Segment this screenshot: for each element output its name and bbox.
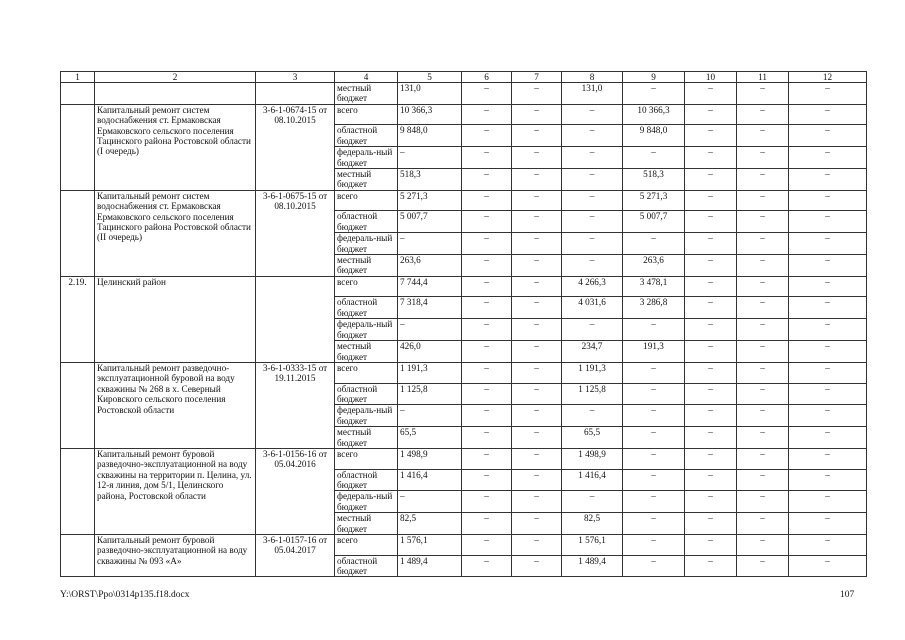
amount-cell: – bbox=[789, 147, 867, 169]
document-number: 3-6-1-0674-15 от 08.10.2015 bbox=[256, 104, 335, 190]
amount-cell: – bbox=[462, 255, 512, 277]
funding-source: всего bbox=[335, 104, 398, 125]
amount-cell: 1 191,3 bbox=[398, 362, 462, 383]
amount-cell: 263,6 bbox=[398, 255, 462, 277]
amount-cell: – bbox=[737, 297, 789, 319]
amount-cell: 7 744,4 bbox=[398, 276, 462, 297]
amount-cell: – bbox=[737, 362, 789, 383]
object-name: Капитальный ремонт разведочно-эксплуатационной буровой на воду скважины № 268 в х. Северный Кировского сельского поселения Ростовской области bbox=[95, 362, 256, 448]
amount-cell: – bbox=[789, 190, 867, 211]
amount-cell: – bbox=[512, 491, 562, 513]
document-number: 3-6-1-0156-16 от 05.04.2016 bbox=[256, 448, 335, 534]
amount-cell: – bbox=[789, 469, 867, 491]
amount-cell: – bbox=[685, 211, 737, 233]
amount-cell: – bbox=[512, 362, 562, 383]
amount-cell: – bbox=[462, 233, 512, 255]
funding-source: федераль-ный бюджет bbox=[335, 233, 398, 255]
object-name: Капитальный ремонт систем водоснабжения ст. Ермаковская Ермаковского сельского поселения Тацинского района Ростовской области (I очередь) bbox=[95, 104, 256, 190]
amount-cell: – bbox=[462, 319, 512, 341]
amount-cell: 1 498,9 bbox=[562, 448, 623, 469]
amount-cell: – bbox=[789, 125, 867, 147]
amount-cell: 1 576,1 bbox=[398, 534, 462, 555]
amount-cell: – bbox=[512, 341, 562, 363]
amount-cell: – bbox=[512, 276, 562, 297]
amount-cell: – bbox=[737, 255, 789, 277]
column-header: 5 bbox=[398, 72, 462, 83]
funding-source: областной бюджет bbox=[335, 297, 398, 319]
amount-cell: – bbox=[737, 125, 789, 147]
amount-cell: – bbox=[685, 104, 737, 125]
amount-cell: – bbox=[623, 233, 685, 255]
amount-cell: – bbox=[737, 233, 789, 255]
amount-cell: – bbox=[398, 233, 462, 255]
amount-cell: – bbox=[512, 405, 562, 427]
amount-cell: 5 271,3 bbox=[398, 190, 462, 211]
amount-cell: – bbox=[789, 104, 867, 125]
amount-cell: – bbox=[562, 233, 623, 255]
table-row bbox=[61, 448, 867, 469]
funding-source: областной бюджет bbox=[335, 125, 398, 147]
amount-cell: – bbox=[789, 513, 867, 535]
amount-cell: – bbox=[685, 427, 737, 449]
row-number bbox=[61, 362, 95, 448]
column-header: 3 bbox=[256, 72, 335, 83]
amount-cell: – bbox=[789, 383, 867, 405]
document-number bbox=[256, 276, 335, 362]
amount-cell: – bbox=[789, 297, 867, 319]
amount-cell: – bbox=[789, 448, 867, 469]
amount-cell: 65,5 bbox=[398, 427, 462, 449]
amount-cell: 4 266,3 bbox=[562, 276, 623, 297]
amount-cell: – bbox=[685, 169, 737, 191]
amount-cell: 1 125,8 bbox=[398, 383, 462, 405]
document-number: 3-6-1-0157-16 от 05.04.2017 bbox=[256, 534, 335, 576]
funding-source: областной бюджет bbox=[335, 469, 398, 491]
column-header: 11 bbox=[737, 72, 789, 83]
amount-cell: 1 191,3 bbox=[562, 362, 623, 383]
amount-cell: – bbox=[462, 341, 512, 363]
amount-cell: 518,3 bbox=[623, 169, 685, 191]
amount-cell: – bbox=[512, 147, 562, 169]
column-header: 8 bbox=[562, 72, 623, 83]
amount-cell: – bbox=[789, 555, 867, 577]
funding-source: федераль-ный бюджет bbox=[335, 319, 398, 341]
funding-source: местный бюджет bbox=[335, 341, 398, 363]
amount-cell: – bbox=[512, 233, 562, 255]
funding-source: местный бюджет bbox=[335, 169, 398, 191]
amount-cell: – bbox=[512, 427, 562, 449]
column-header: 12 bbox=[789, 72, 867, 83]
table-cell: – bbox=[623, 83, 685, 105]
object-name: Капитальный ремонт буровой разведочно-эксплуатационной на воду скважины на территории п. Целина, ул. 12-я линия, дом 5/1, Целинского района, Ростовской области bbox=[95, 448, 256, 534]
amount-cell: – bbox=[462, 491, 512, 513]
amount-cell: – bbox=[462, 405, 512, 427]
amount-cell: – bbox=[623, 319, 685, 341]
column-header: 7 bbox=[512, 72, 562, 83]
amount-cell: – bbox=[512, 125, 562, 147]
amount-cell: – bbox=[737, 448, 789, 469]
table-cell: 131,0 bbox=[562, 83, 623, 105]
amount-cell: – bbox=[398, 491, 462, 513]
header-row bbox=[61, 72, 867, 83]
amount-cell: – bbox=[789, 362, 867, 383]
amount-cell: – bbox=[623, 555, 685, 577]
amount-cell: – bbox=[562, 190, 623, 211]
amount-cell: – bbox=[562, 125, 623, 147]
amount-cell: – bbox=[562, 255, 623, 277]
amount-cell: – bbox=[685, 233, 737, 255]
amount-cell: 4 031,6 bbox=[562, 297, 623, 319]
amount-cell: – bbox=[789, 319, 867, 341]
amount-cell: – bbox=[462, 211, 512, 233]
amount-cell: – bbox=[512, 190, 562, 211]
amount-cell: – bbox=[685, 383, 737, 405]
amount-cell: – bbox=[789, 211, 867, 233]
amount-cell: – bbox=[737, 104, 789, 125]
amount-cell: – bbox=[737, 319, 789, 341]
column-header: 1 bbox=[61, 72, 95, 83]
amount-cell: 10 366,3 bbox=[398, 104, 462, 125]
row-number bbox=[61, 448, 95, 534]
amount-cell: – bbox=[512, 383, 562, 405]
budget-table bbox=[60, 71, 867, 577]
amount-cell: – bbox=[562, 104, 623, 125]
object-name: Капитальный ремонт систем водоснабжения ст. Ермаковская Ермаковского сельского поселения Тацинского района Ростовской области (II очередь) bbox=[95, 190, 256, 276]
amount-cell: 9 848,0 bbox=[398, 125, 462, 147]
amount-cell: – bbox=[623, 534, 685, 555]
amount-cell: – bbox=[462, 362, 512, 383]
table-cell: местный бюджет bbox=[335, 83, 398, 105]
table-row bbox=[61, 104, 867, 125]
object-name: Целинский район bbox=[95, 276, 256, 362]
funding-source: областной бюджет bbox=[335, 211, 398, 233]
table-body bbox=[61, 72, 867, 577]
amount-cell: – bbox=[623, 383, 685, 405]
amount-cell: – bbox=[737, 383, 789, 405]
amount-cell: – bbox=[737, 169, 789, 191]
amount-cell: – bbox=[462, 125, 512, 147]
table-cell: – bbox=[789, 83, 867, 105]
amount-cell: – bbox=[737, 276, 789, 297]
amount-cell: 426,0 bbox=[398, 341, 462, 363]
amount-cell: 3 478,1 bbox=[623, 276, 685, 297]
amount-cell: – bbox=[462, 427, 512, 449]
amount-cell: 1 498,9 bbox=[398, 448, 462, 469]
amount-cell: – bbox=[737, 534, 789, 555]
amount-cell: – bbox=[685, 190, 737, 211]
column-header: 4 bbox=[335, 72, 398, 83]
amount-cell: – bbox=[562, 491, 623, 513]
column-header: 9 bbox=[623, 72, 685, 83]
funding-source: местный бюджет bbox=[335, 513, 398, 535]
amount-cell: – bbox=[789, 534, 867, 555]
amount-cell: – bbox=[623, 147, 685, 169]
amount-cell: – bbox=[685, 491, 737, 513]
amount-cell: – bbox=[789, 233, 867, 255]
funding-source: всего bbox=[335, 276, 398, 297]
amount-cell: – bbox=[462, 190, 512, 211]
amount-cell: – bbox=[737, 190, 789, 211]
table-cell bbox=[256, 83, 335, 105]
amount-cell: 1 416,4 bbox=[562, 469, 623, 491]
column-header: 10 bbox=[685, 72, 737, 83]
amount-cell: – bbox=[737, 555, 789, 577]
amount-cell: – bbox=[623, 513, 685, 535]
page-number: 107 bbox=[840, 590, 855, 600]
amount-cell: – bbox=[685, 469, 737, 491]
amount-cell: – bbox=[685, 405, 737, 427]
funding-source: всего bbox=[335, 190, 398, 211]
footer-file-path: Y:\ORST\Ppo\0314p135.f18.docx bbox=[60, 590, 190, 600]
amount-cell: – bbox=[512, 255, 562, 277]
amount-cell: – bbox=[737, 491, 789, 513]
column-header: 6 bbox=[462, 72, 512, 83]
amount-cell: – bbox=[512, 513, 562, 535]
amount-cell: – bbox=[685, 362, 737, 383]
amount-cell: – bbox=[685, 555, 737, 577]
amount-cell: – bbox=[737, 469, 789, 491]
amount-cell: – bbox=[462, 147, 512, 169]
amount-cell: – bbox=[462, 513, 512, 535]
funding-source: всего bbox=[335, 534, 398, 555]
row-number bbox=[61, 190, 95, 276]
amount-cell: – bbox=[623, 491, 685, 513]
funding-source: всего bbox=[335, 362, 398, 383]
funding-source: федераль-ный бюджет bbox=[335, 147, 398, 169]
amount-cell: – bbox=[462, 104, 512, 125]
amount-cell: – bbox=[789, 427, 867, 449]
amount-cell: 10 366,3 bbox=[623, 104, 685, 125]
table-cell: – bbox=[462, 83, 512, 105]
amount-cell: – bbox=[685, 319, 737, 341]
amount-cell: – bbox=[462, 448, 512, 469]
amount-cell: – bbox=[623, 448, 685, 469]
funding-source: федераль-ный бюджет bbox=[335, 491, 398, 513]
row-number bbox=[61, 534, 95, 576]
amount-cell: – bbox=[462, 297, 512, 319]
table-row bbox=[61, 190, 867, 211]
amount-cell: – bbox=[462, 276, 512, 297]
amount-cell: – bbox=[512, 319, 562, 341]
table-cell: – bbox=[685, 83, 737, 105]
amount-cell: – bbox=[737, 147, 789, 169]
amount-cell: – bbox=[562, 169, 623, 191]
row-number: 2.19. bbox=[61, 276, 95, 362]
amount-cell: – bbox=[789, 255, 867, 277]
table-cell: – bbox=[512, 83, 562, 105]
amount-cell: – bbox=[789, 341, 867, 363]
amount-cell: – bbox=[685, 513, 737, 535]
amount-cell: 1 576,1 bbox=[562, 534, 623, 555]
amount-cell: 82,5 bbox=[562, 513, 623, 535]
amount-cell: 263,6 bbox=[623, 255, 685, 277]
amount-cell: – bbox=[562, 211, 623, 233]
amount-cell: – bbox=[512, 104, 562, 125]
amount-cell: – bbox=[462, 534, 512, 555]
table-row bbox=[61, 534, 867, 555]
amount-cell: – bbox=[562, 319, 623, 341]
amount-cell: – bbox=[398, 319, 462, 341]
amount-cell: 518,3 bbox=[398, 169, 462, 191]
amount-cell: – bbox=[398, 405, 462, 427]
amount-cell: – bbox=[562, 405, 623, 427]
amount-cell: – bbox=[462, 169, 512, 191]
amount-cell: – bbox=[512, 211, 562, 233]
amount-cell: – bbox=[789, 276, 867, 297]
amount-cell: 5 271,3 bbox=[623, 190, 685, 211]
table-cell bbox=[95, 83, 256, 105]
amount-cell: – bbox=[685, 341, 737, 363]
amount-cell: – bbox=[623, 427, 685, 449]
document-number: 3-6-1-0675-15 от 08.10.2015 bbox=[256, 190, 335, 276]
funding-source: местный бюджет bbox=[335, 255, 398, 277]
amount-cell: – bbox=[398, 147, 462, 169]
amount-cell: 191,3 bbox=[623, 341, 685, 363]
amount-cell: – bbox=[562, 147, 623, 169]
funding-source: всего bbox=[335, 448, 398, 469]
amount-cell: – bbox=[623, 469, 685, 491]
amount-cell: 1 416,4 bbox=[398, 469, 462, 491]
amount-cell: – bbox=[789, 405, 867, 427]
amount-cell: – bbox=[462, 469, 512, 491]
amount-cell: – bbox=[685, 147, 737, 169]
amount-cell: – bbox=[737, 211, 789, 233]
amount-cell: – bbox=[737, 427, 789, 449]
amount-cell: – bbox=[685, 125, 737, 147]
amount-cell: – bbox=[512, 555, 562, 577]
amount-cell: – bbox=[462, 383, 512, 405]
table-cell: 131,0 bbox=[398, 83, 462, 105]
column-header: 2 bbox=[95, 72, 256, 83]
table-cell: – bbox=[737, 83, 789, 105]
funding-source: областной бюджет bbox=[335, 555, 398, 577]
amount-cell: 1 125,8 bbox=[562, 383, 623, 405]
amount-cell: – bbox=[512, 534, 562, 555]
funding-source: федераль-ный бюджет bbox=[335, 405, 398, 427]
amount-cell: 7 318,4 bbox=[398, 297, 462, 319]
amount-cell: – bbox=[512, 169, 562, 191]
amount-cell: – bbox=[685, 276, 737, 297]
amount-cell: – bbox=[685, 448, 737, 469]
amount-cell: – bbox=[685, 255, 737, 277]
funding-source: областной бюджет bbox=[335, 383, 398, 405]
amount-cell: – bbox=[685, 534, 737, 555]
amount-cell: 9 848,0 bbox=[623, 125, 685, 147]
table-cell bbox=[61, 83, 95, 105]
amount-cell: – bbox=[789, 491, 867, 513]
amount-cell: 5 007,7 bbox=[398, 211, 462, 233]
amount-cell: – bbox=[462, 555, 512, 577]
document-number: 3-6-1-0333-15 от 19.11.2015 bbox=[256, 362, 335, 448]
table-row bbox=[61, 83, 867, 105]
amount-cell: – bbox=[737, 405, 789, 427]
amount-cell: – bbox=[737, 513, 789, 535]
table-row bbox=[61, 362, 867, 383]
amount-cell: 1 489,4 bbox=[562, 555, 623, 577]
amount-cell: – bbox=[685, 297, 737, 319]
amount-cell: – bbox=[623, 405, 685, 427]
amount-cell: 1 489,4 bbox=[398, 555, 462, 577]
amount-cell: – bbox=[512, 448, 562, 469]
amount-cell: – bbox=[623, 362, 685, 383]
amount-cell: – bbox=[737, 341, 789, 363]
amount-cell: – bbox=[512, 297, 562, 319]
amount-cell: 5 007,7 bbox=[623, 211, 685, 233]
object-name: Капитальный ремонт буровой разведочно-эксплуатационной на воду скважины № 093 «А» bbox=[95, 534, 256, 576]
amount-cell: 82,5 bbox=[398, 513, 462, 535]
amount-cell: – bbox=[789, 169, 867, 191]
amount-cell: – bbox=[512, 469, 562, 491]
amount-cell: 3 286,8 bbox=[623, 297, 685, 319]
amount-cell: 65,5 bbox=[562, 427, 623, 449]
amount-cell: 234,7 bbox=[562, 341, 623, 363]
table-row bbox=[61, 276, 867, 297]
row-number bbox=[61, 104, 95, 190]
funding-source: местный бюджет bbox=[335, 427, 398, 449]
